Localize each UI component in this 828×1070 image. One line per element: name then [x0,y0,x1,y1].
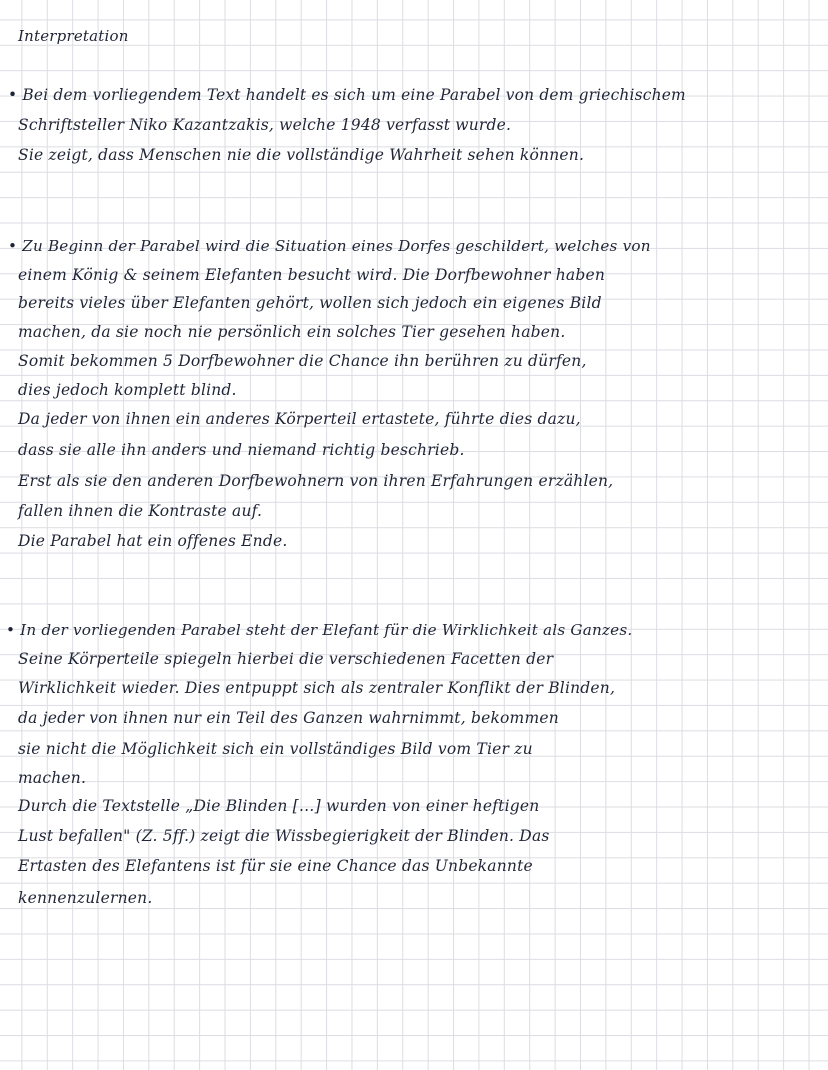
page-title: Interpretation [18,27,129,45]
paragraph-2-line-4: machen, da sie noch nie persönlich ein solches Tier gesehen haben. [18,323,566,341]
paragraph-1-line-3: Sie zeigt, dass Menschen nie die vollständige Wahrheit sehen können. [18,146,585,164]
paragraph-2-line-1: • Zu Beginn der Parabel wird die Situation eines Dorfes geschildert, welches von [8,237,651,255]
paragraph-3-line-2: Seine Körperteile spiegeln hierbei die verschiedenen Facetten der [18,650,554,668]
paragraph-2-line-8: dass sie alle ihn anders und niemand richtig beschrieb. [18,441,465,459]
paragraph-3-line-6: machen. [18,769,87,787]
paragraph-3-line-5: sie nicht die Möglichkeit sich ein vollständiges Bild vom Tier zu [18,740,533,758]
paragraph-2-line-9: Erst als sie den anderen Dorfbewohnern von ihren Erfahrungen erzählen, [18,472,614,490]
paragraph-3-line-1: • In der vorliegenden Parabel steht der Elefant für die Wirklichkeit als Ganzes. [6,621,633,639]
paragraph-2-line-2: einem König & seinem Elefanten besucht wird. Die Dorfbewohner haben [18,266,606,284]
paragraph-2-line-6: dies jedoch komplett blind. [18,381,237,399]
paragraph-2-line-3: bereits vieles über Elefanten gehört, wollen sich jedoch ein eigenes Bild [18,294,602,312]
paragraph-1-line-2: Schriftsteller Niko Kazantzakis, welche 1948 verfasst wurde. [18,116,512,134]
paragraph-3-line-8: Lust befallen" (Z. 5ff.) zeigt die Wissbegierigkeit der Blinden. Das [18,827,550,845]
paragraph-2-line-5: Somit bekommen 5 Dorfbewohner die Chance ihn berühren zu dürfen, [18,352,587,370]
paragraph-3-line-9: Ertasten des Elefantens ist für sie eine Chance das Unbekannte [18,857,533,875]
paragraph-2-line-10: fallen ihnen die Kontraste auf. [18,502,263,520]
paragraph-3-line-10: kennenzulernen. [18,889,153,907]
paragraph-2-line-11: Die Parabel hat ein offenes Ende. [18,532,288,550]
paragraph-3-line-4: da jeder von ihnen nur ein Teil des Ganzen wahrnimmt, bekommen [18,709,559,727]
paragraph-3-line-3: Wirklichkeit wieder. Dies entpuppt sich als zentraler Konflikt der Blinden, [18,679,616,697]
paragraph-3-line-7: Durch die Textstelle „Die Blinden […] wurden von einer heftigen [18,797,540,815]
paragraph-1-line-1: • Bei dem vorliegendem Text handelt es sich um eine Parabel von dem griechischem [8,86,686,104]
paragraph-2-line-7: Da jeder von ihnen ein anderes Körperteil ertastete, führte dies dazu, [18,410,581,428]
